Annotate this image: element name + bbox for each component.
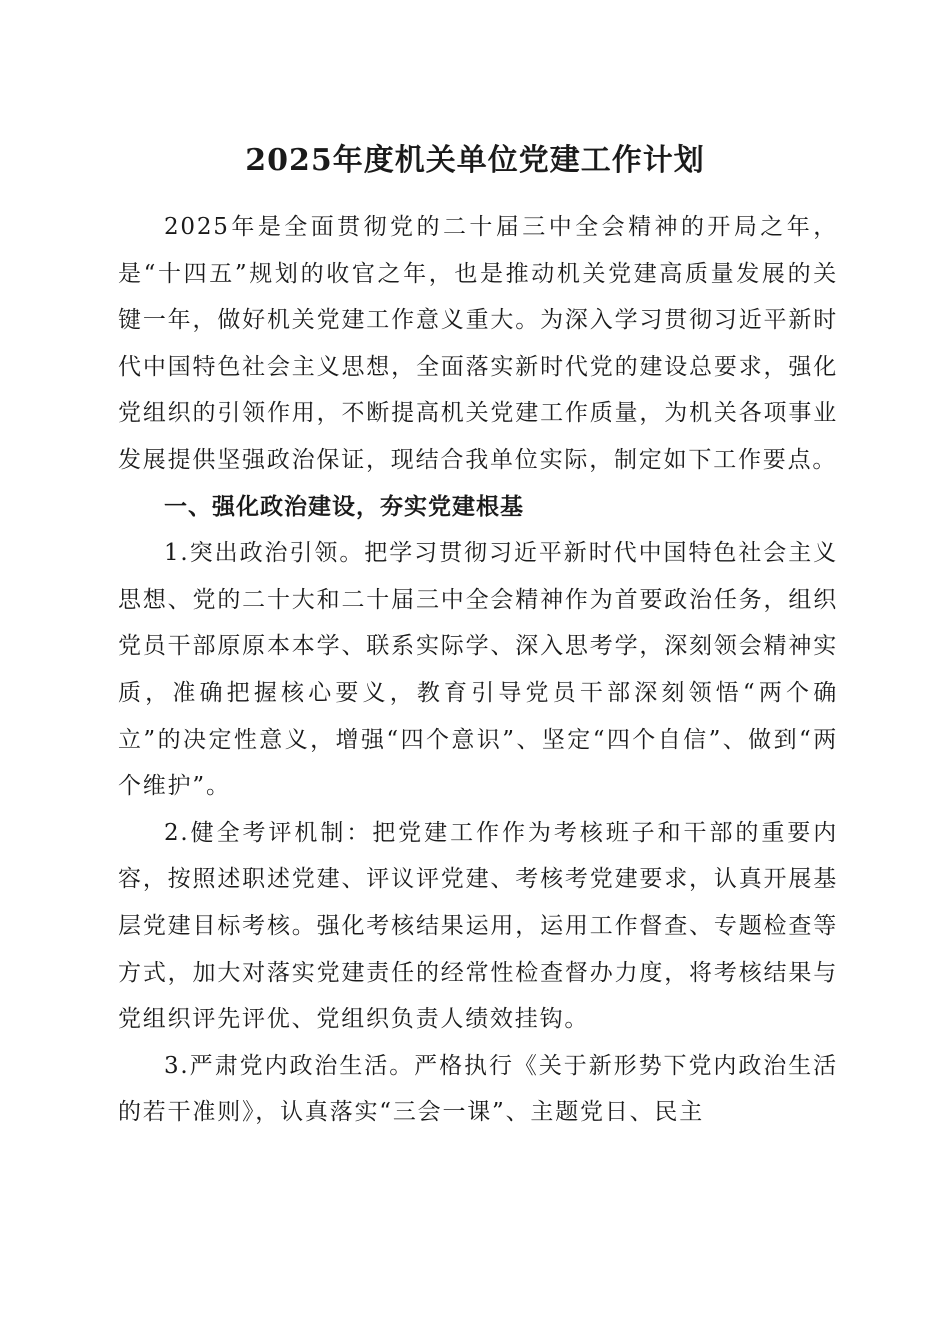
section-heading-1: 一、强化政治建设，夯实党建根基: [164, 493, 524, 520]
item-2-paragraph: 2.健全考评机制：把党建工作作为考核班子和干部的重要内容，按照述职述党建、评议评党建、考核考党建要求，认真开展基层党建目标考核。强化考核结果运用，运用工作督查、专题检查等方式，加大对落实党建责任的经常性检查督办力度，将考核结果与党组织评先评优、党组织负责人绩效挂钩。: [118, 819, 838, 1033]
item-3-paragraph: 3.严肃党内政治生活。严格执行《关于新形势下党内政治生活的若干准则》，认真落实“三会一课”、主题党日、民主: [118, 1052, 838, 1126]
document-body: [118, 204, 838, 1136]
intro-paragraph: 2025年是全面贯彻党的二十届三中全会精神的开局之年，是“十四五”规划的收官之年，也是推动机关党建高质量发展的关键一年，做好机关党建工作意义重大。为深入学习贯彻习近平新时代中国特色社会主义思想，全面落实新时代党的建设总要求，强化党组织的引领作用，不断提高机关党建工作质量，为机关各项事业发展提供坚强政治保证，现结合我单位实际，制定如下工作要点。: [118, 214, 838, 473]
item-1-paragraph: 1.突出政治引领。把学习贯彻习近平新时代中国特色社会主义思想、党的二十大和二十届三中全会精神作为首要政治任务，组织党员干部原原本本学、联系实际学、深入思考学，深刻领会精神实质，准确把握核心要义，教育引导党员干部深刻领悟“两个确立”的决定性意义，增强“四个意识”、坚定“四个自信”、做到“两个维护”。: [118, 540, 838, 800]
document-title: 2025年度机关单位党建工作计划: [245, 143, 705, 178]
